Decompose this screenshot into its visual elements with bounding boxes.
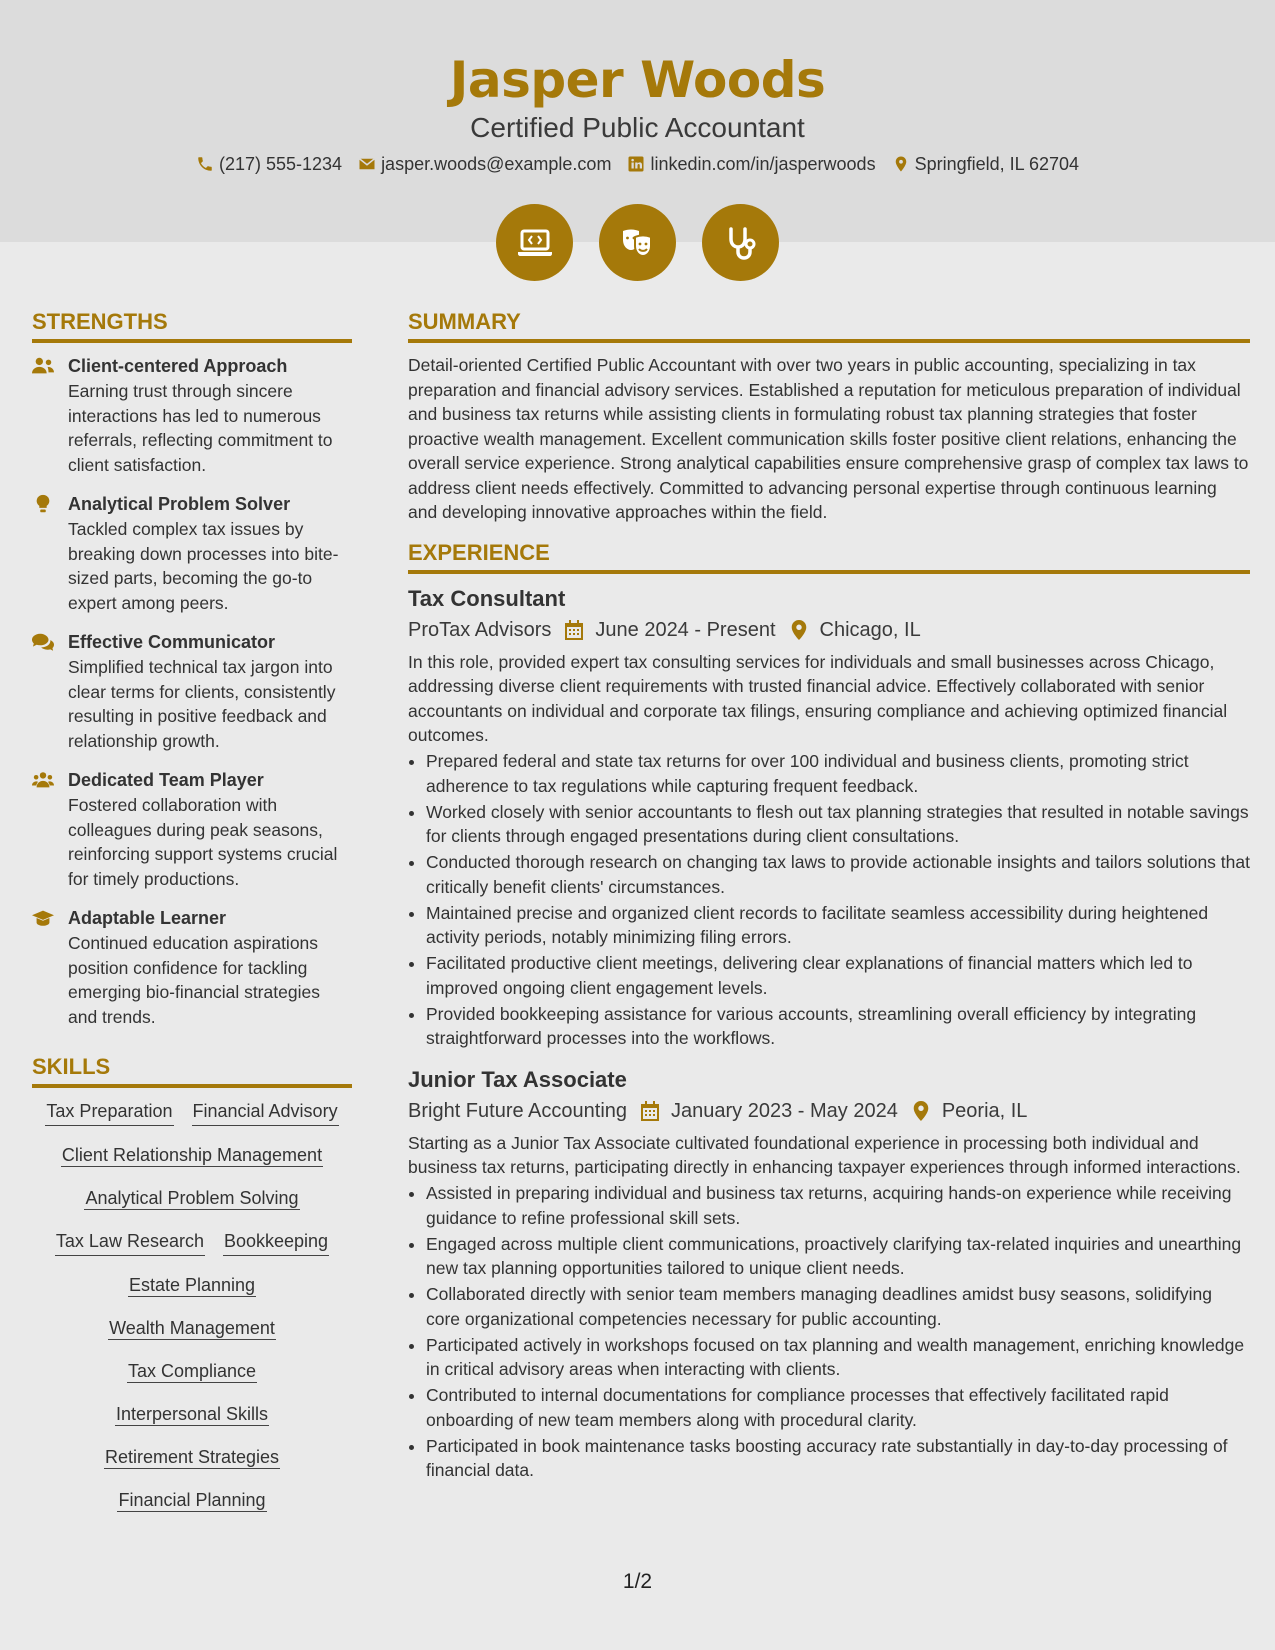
location-text: Springfield, IL 62704: [914, 154, 1080, 174]
strength-title: Analytical Problem Solver: [68, 494, 291, 514]
experience-heading: EXPERIENCE: [408, 537, 1250, 574]
contact-phone: [196, 152, 342, 176]
skill-tag: Tax Preparation: [45, 1098, 173, 1126]
job-description: Starting as a Junior Tax Associate cultivated foundational experience in processing both individual and business tax returns, participating directly in enhancing taxpayer experiences through informed interactions.: [408, 1132, 1241, 1177]
job-bullet: • Maintained precise and organized client records to facilitate seamless accessibility during heightened activity periods, notably minimizing filing errors.: [426, 901, 1250, 950]
job-bullet: • Worked closely with senior accountants to flesh out tax planning strategies that resulted in notable savings for clients through engaged presentations during client consultations.: [426, 800, 1250, 849]
laptop-code-icon: [515, 223, 555, 263]
skills-heading: SKILLS: [32, 1051, 352, 1088]
job-bullets: [408, 1181, 1250, 1483]
skill-tag-text: Client Relationship Management: [61, 1145, 323, 1165]
calendar-icon: [641, 1101, 659, 1121]
phone-text: (217) 555-1234: [218, 154, 343, 174]
strength-title: Effective Communicator: [68, 632, 276, 652]
linkedin-text[interactable]: linkedin.com/in/jasperwoods: [650, 154, 876, 174]
job-entry: [408, 584, 1250, 1051]
job-bullet: • Prepared federal and state tax returns for over 100 individual and business clients, promoting strict adherence to tax regulations while capturing frequent feedback.: [426, 749, 1250, 798]
job-location: Peoria, IL: [941, 1099, 1028, 1122]
comments-icon: [32, 632, 54, 652]
job-meta: [408, 1095, 1250, 1127]
strength-item: [32, 629, 352, 753]
interest-icons: [0, 204, 1275, 281]
strength-title: Dedicated Team Player: [68, 770, 264, 790]
map-pin-icon: [790, 620, 808, 640]
strength-desc: Fostered collaboration with colleagues during peak seasons, reinforcing support systems crucial for timely productions.: [68, 795, 338, 889]
lightbulb-icon: [32, 494, 54, 514]
job-location: Chicago, IL: [819, 618, 921, 641]
job-description: In this role, provided expert tax consulting services for individuals and small businesses across Chicago, addressing diverse client requirements with trusted financial advice. Effectively collaborated with senior accountants on individual and corporate tax filings, ensuring compliance and achieving optimized financial outcomes.: [408, 651, 1228, 745]
job-entry: [408, 1065, 1250, 1483]
map-pin-icon: [912, 1101, 930, 1121]
strength-item: [32, 353, 352, 477]
job-bullet: • Engaged across multiple client communications, proactively clarifying tax-related inquiries and unearthing new tax planning opportunities tailored to unique client needs.: [426, 1232, 1250, 1281]
strength-desc: Simplified technical tax jargon into clear terms for clients, consistently resulting in positive feedback and relationship growth.: [68, 657, 336, 751]
strength-item: [32, 491, 352, 615]
strength-title: Client-centered Approach: [68, 356, 288, 376]
skill-tag: Financial Advisory: [192, 1098, 339, 1126]
skill-tag: [32, 1444, 352, 1471]
job-role: Tax Consultant: [408, 585, 566, 611]
job-bullet: • Provided bookkeeping assistance for various accounts, streamlining overall efficiency by integrating straightforward processes into the workflows.: [426, 1002, 1250, 1051]
contact-linkedin[interactable]: [627, 152, 875, 176]
job-company: Bright Future Accounting: [408, 1099, 628, 1122]
skill-tag: [32, 1142, 352, 1169]
summary-heading: SUMMARY: [408, 306, 1250, 343]
strength-title: Adaptable Learner: [68, 908, 227, 928]
strength-item: [32, 767, 352, 891]
phone-icon: [196, 155, 214, 173]
skill-tag-text: Retirement Strategies: [104, 1447, 280, 1467]
email-text[interactable]: jasper.woods@example.com: [381, 154, 612, 174]
linkedin-icon: [627, 155, 645, 173]
job-bullet: • Facilitated productive client meetings, delivering clear explanations of financial matters which led to improved ongoing client engagement levels.: [426, 951, 1250, 1000]
job-bullet: • Collaborated directly with senior team members managing deadlines amidst busy seasons, solidifying core organizational competencies necessary for public accounting.: [426, 1282, 1250, 1331]
job-bullet: • Participated actively in workshops focused on tax planning and wealth management, enriching knowledge in critical advisory areas when interacting with clients.: [426, 1333, 1250, 1382]
candidate-name: Jasper Woods: [449, 51, 826, 109]
graduation-cap-icon: [32, 908, 54, 928]
skills-list: [32, 1098, 352, 1514]
job-bullets: [408, 749, 1250, 1051]
stethoscope-badge: [702, 204, 779, 281]
contact-bar: [0, 152, 1275, 176]
theater-masks-badge: [599, 204, 676, 281]
strength-desc: Earning trust through sincere interactions has led to numerous referrals, reflecting commitment to client satisfaction.: [68, 381, 333, 475]
skill-tag-text: Analytical Problem Solving: [85, 1188, 299, 1208]
skill-tag: Bookkeeping: [223, 1228, 329, 1256]
users-icon: [32, 356, 54, 376]
left-column: [32, 306, 352, 1514]
contact-email[interactable]: [358, 152, 611, 176]
skill-tag: [32, 1185, 352, 1212]
job-dates: June 2024 - Present: [595, 618, 776, 641]
summary-text: Detail-oriented Certified Public Accountant with over two years in public accounting, specializing in tax preparation and financial advisory services. Established a reputation for meticulous preparation of individual and business tax returns while assisting clients in formulating robust tax planning strategies that foster proactive wealth management. Excellent communication skills foster positive client relations, enhancing the overall service experience. Strong analytical capabilities ensure comprehensive grasp of complex tax laws to address client needs effectively. Committed to advancing personal expertise through continuous learning and developing innovative approaches within the field.: [408, 355, 1249, 522]
skill-tag: [32, 1272, 352, 1299]
skill-tag-text: Wealth Management: [109, 1318, 275, 1338]
theater-masks-icon: [618, 223, 658, 263]
laptop-code-badge: [496, 204, 573, 281]
skill-tag-text: Estate Planning: [128, 1275, 256, 1295]
job-dates: January 2023 - May 2024: [671, 1099, 898, 1122]
page-number: 1/2: [622, 1570, 653, 1593]
strengths-heading: STRENGTHS: [32, 306, 352, 343]
candidate-title: Certified Public Accountant: [470, 112, 805, 143]
skill-tag-text: Interpersonal Skills: [115, 1404, 269, 1424]
job-bullet: • Contributed to internal documentations for compliance processes that effectively facilitated rapid onboarding of new team members along with procedural clarity.: [426, 1383, 1250, 1432]
skill-tag: [32, 1358, 352, 1385]
strength-desc: Tackled complex tax issues by breaking down processes into bite-sized parts, becoming the go-to expert among peers.: [68, 519, 339, 613]
team-icon: [32, 770, 54, 790]
job-meta: [408, 614, 1250, 646]
envelope-icon: [358, 155, 376, 173]
map-pin-icon: [892, 155, 910, 173]
job-company: ProTax Advisors: [408, 618, 552, 641]
calendar-icon: [565, 620, 583, 640]
job-bullet: • Conducted thorough research on changing tax laws to provide actionable insights and tailors solutions that critically benefit clients' circumstances.: [426, 850, 1250, 899]
skill-tag: Tax Law Research: [55, 1228, 205, 1256]
job-bullet: • Participated in book maintenance tasks boosting accuracy rate substantially in day-to-day processing of financial data.: [426, 1434, 1250, 1483]
stethoscope-icon: [721, 223, 761, 263]
strength-desc: Continued education aspirations position confidence for tackling emerging bio-financial strategies and trends.: [68, 933, 320, 1027]
contact-location: [892, 152, 1079, 176]
job-role: Junior Tax Associate: [408, 1066, 627, 1092]
skill-tag-text: Tax Compliance: [127, 1361, 257, 1381]
right-column: [408, 306, 1250, 1497]
skill-tag: [32, 1487, 352, 1514]
skill-tag: [32, 1401, 352, 1428]
job-bullet: • Assisted in preparing individual and business tax returns, acquiring hands-on experience while receiving guidance to refine professional skill sets.: [426, 1181, 1250, 1230]
strength-item: [32, 905, 352, 1029]
skill-tag-text: Financial Planning: [118, 1490, 266, 1510]
skill-tag: [32, 1315, 352, 1342]
